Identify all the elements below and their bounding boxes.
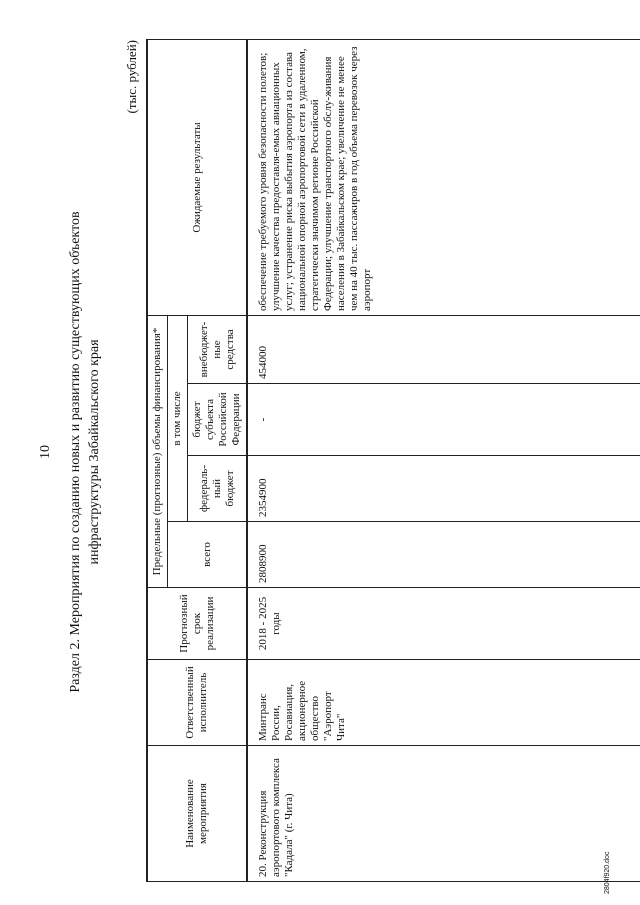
cell-term: 2018 - 2025 годы <box>254 588 377 660</box>
header-federal: федераль-ный бюджет <box>188 456 248 522</box>
cell-federal: 2354900 <box>254 456 377 522</box>
table-row <box>254 39 377 881</box>
section-title-line-1: Раздел 2. Мероприятия по созданию новых и развитию существующих объектов <box>68 211 83 693</box>
row-number: 20. <box>257 863 269 877</box>
header-results: Ожидаемые результаты <box>147 39 247 315</box>
cell-total: 2808900 <box>254 522 377 588</box>
header-funding-group: Предельные (прогнозные) объемы финансирования* <box>147 315 168 587</box>
header-name: Наименование мероприятия <box>147 746 247 882</box>
cell-executor: Минтранс России, Росавиация, акционерное общество "Аэропорт Чита" <box>254 660 377 746</box>
measures-table <box>146 39 640 882</box>
file-footer: 2804f920.doc <box>604 851 611 894</box>
header-off-budget: внебюджет-ные средства <box>188 315 248 383</box>
section-title <box>66 22 104 882</box>
section-title-line-2: инфраструктуры Забайкальского края <box>87 339 102 565</box>
rotated-page <box>20 22 620 894</box>
header-total: всего <box>168 522 248 588</box>
page-number: 10 <box>38 445 53 459</box>
row-name: Реконструкция аэропортового комплекса "Кадала" (г. Чита) <box>257 758 295 877</box>
cell-results: обеспечение требуемого уровня безопасности полетов; улучшение качества предоставля-емых авиационных услуг; устранение риска выбытия аэропорта из состава национальной опорной аэропортовой сети в удаленном, стратегически значимом регионе Российской Федерации; улучшение транспортного обслу-живания населения в Забайкальском крае; увеличение не менее чем на 40 тыс. пассажиров в год объема перевозок через аэропорт <box>254 39 377 315</box>
cell-off-budget: 454000 <box>254 315 377 383</box>
header-term: Прогнозный срок реализации <box>147 588 247 660</box>
unit-note: (тыс. рублей) <box>124 40 139 114</box>
header-in-that-number: в том числе <box>168 315 188 521</box>
header-executor: Ответственный исполнитель <box>147 660 247 746</box>
header-regional: бюджет субъекта Российской Федерации <box>188 384 248 456</box>
cell-name <box>254 746 377 882</box>
cell-regional: - <box>254 384 377 456</box>
